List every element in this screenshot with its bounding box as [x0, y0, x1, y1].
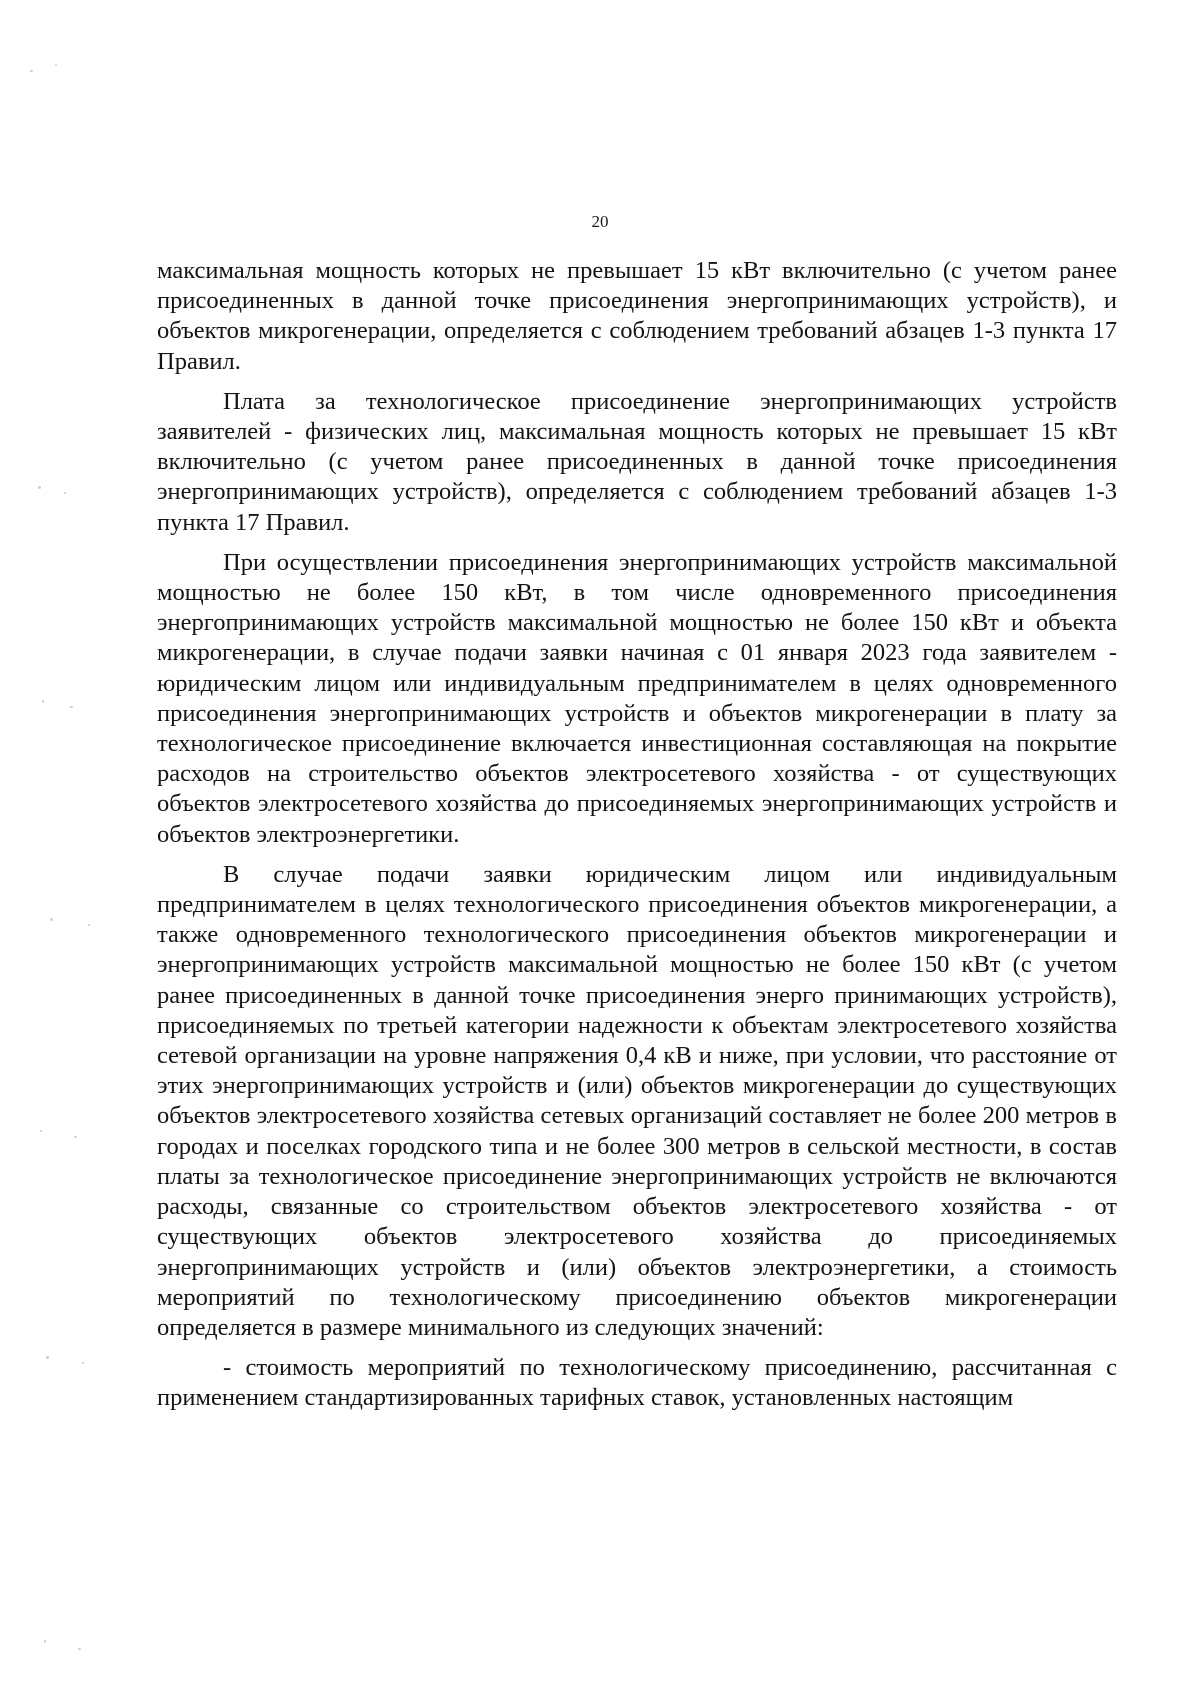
paragraph-3: При осуществлении присоединения энергопринимающих устройств максимальной мощностью не более 150 кВт, в том числе одновременного присоединения энергопринимающих устройств максимальной мощностью не более 150 кВт и объекта микрогенерации, в случае подачи заявки начиная с 01 января 2023 года заявителем - юридическим лицом или индивидуальным предпринимателем в целях одновременного присоединения энергопринимающих устройств и объектов микрогенерации в плату за технологическое присоединение включается инвестиционная составляющая на покрытие расходов на строительство объектов электросетевого хозяйства - от существующих объектов электросетевого хозяйства до присоединяемых энергопринимающих устройств и объектов электроэнергетики. [157, 548, 1117, 848]
scan-speck [50, 918, 53, 921]
scan-speck [46, 1356, 49, 1359]
scan-speck [64, 492, 66, 494]
scan-speck [74, 1136, 77, 1138]
document-body [157, 256, 1117, 1414]
scan-speck [70, 706, 73, 708]
page-number: 20 [591, 212, 609, 231]
scan-speck [82, 1362, 84, 1364]
scan-speck [78, 1648, 81, 1650]
scan-speck [30, 70, 33, 72]
scan-speck [40, 1130, 42, 1132]
scan-speck [44, 1640, 46, 1643]
paragraph-1: максимальная мощность которых не превышает 15 кВт включительно (с учетом ранее присоединенных в данной точке присоединения энергопринимающих устройств), и объектов микрогенерации, определяется с соблюдением требований абзацев 1-3 пункта 17 Правил. [157, 257, 1117, 375]
scan-speck [42, 700, 44, 703]
scan-speck [38, 486, 41, 489]
scan-speck [88, 924, 90, 926]
paragraph-5: - стоимость мероприятий по технологическому присоединению, рассчитанная с применением стандартизированных тарифных ставок, установленных настоящим [157, 1354, 1117, 1412]
scan-speck [55, 64, 57, 66]
paragraph-2: Плата за технологическое присоединение энергопринимающих устройств заявителей - физических лиц, максимальная мощность которых не превышает 15 кВт включительно (с учетом ранее присоединенных в данной точке присоединения энергопринимающих устройств), определяется с соблюдением требований абзацев 1-3 пункта 17 Правил. [157, 387, 1117, 536]
paragraph-4: В случае подачи заявки юридическим лицом или индивидуальным предпринимателем в целях технологического присоединения объектов микрогенерации, а также одновременного технологического присоединения объектов микрогенерации и энергопринимающих устройств максимальной мощностью не более 150 кВт (с учетом ранее присоединенных в данной точке присоединения энерго принимающих устройств), присоединяемых по третьей категории надежности к объектам электросетевого хозяйства сетевой организации на уровне напряжения 0,4 кВ и ниже, при условии, что расстояние от этих энергопринимающих устройств и (или) объектов микрогенерации до существующих объектов электросетевого хозяйства сетевых организаций составляет не более 200 метров в городах и поселках городского типа и не более 300 метров в сельской местности, в состав платы за технологическое присоединение энергопринимающих устройств не включаются расходы, связанные со строительством объектов электросетевого хозяйства - от существующих объектов электросетевого хозяйства до присоединяемых энергопринимающих устройств и (или) объектов электроэнергетики, а стоимость мероприятий по технологическому присоединению объектов микрогенерации определяется в размере минимального из следующих значений: [157, 860, 1117, 1341]
